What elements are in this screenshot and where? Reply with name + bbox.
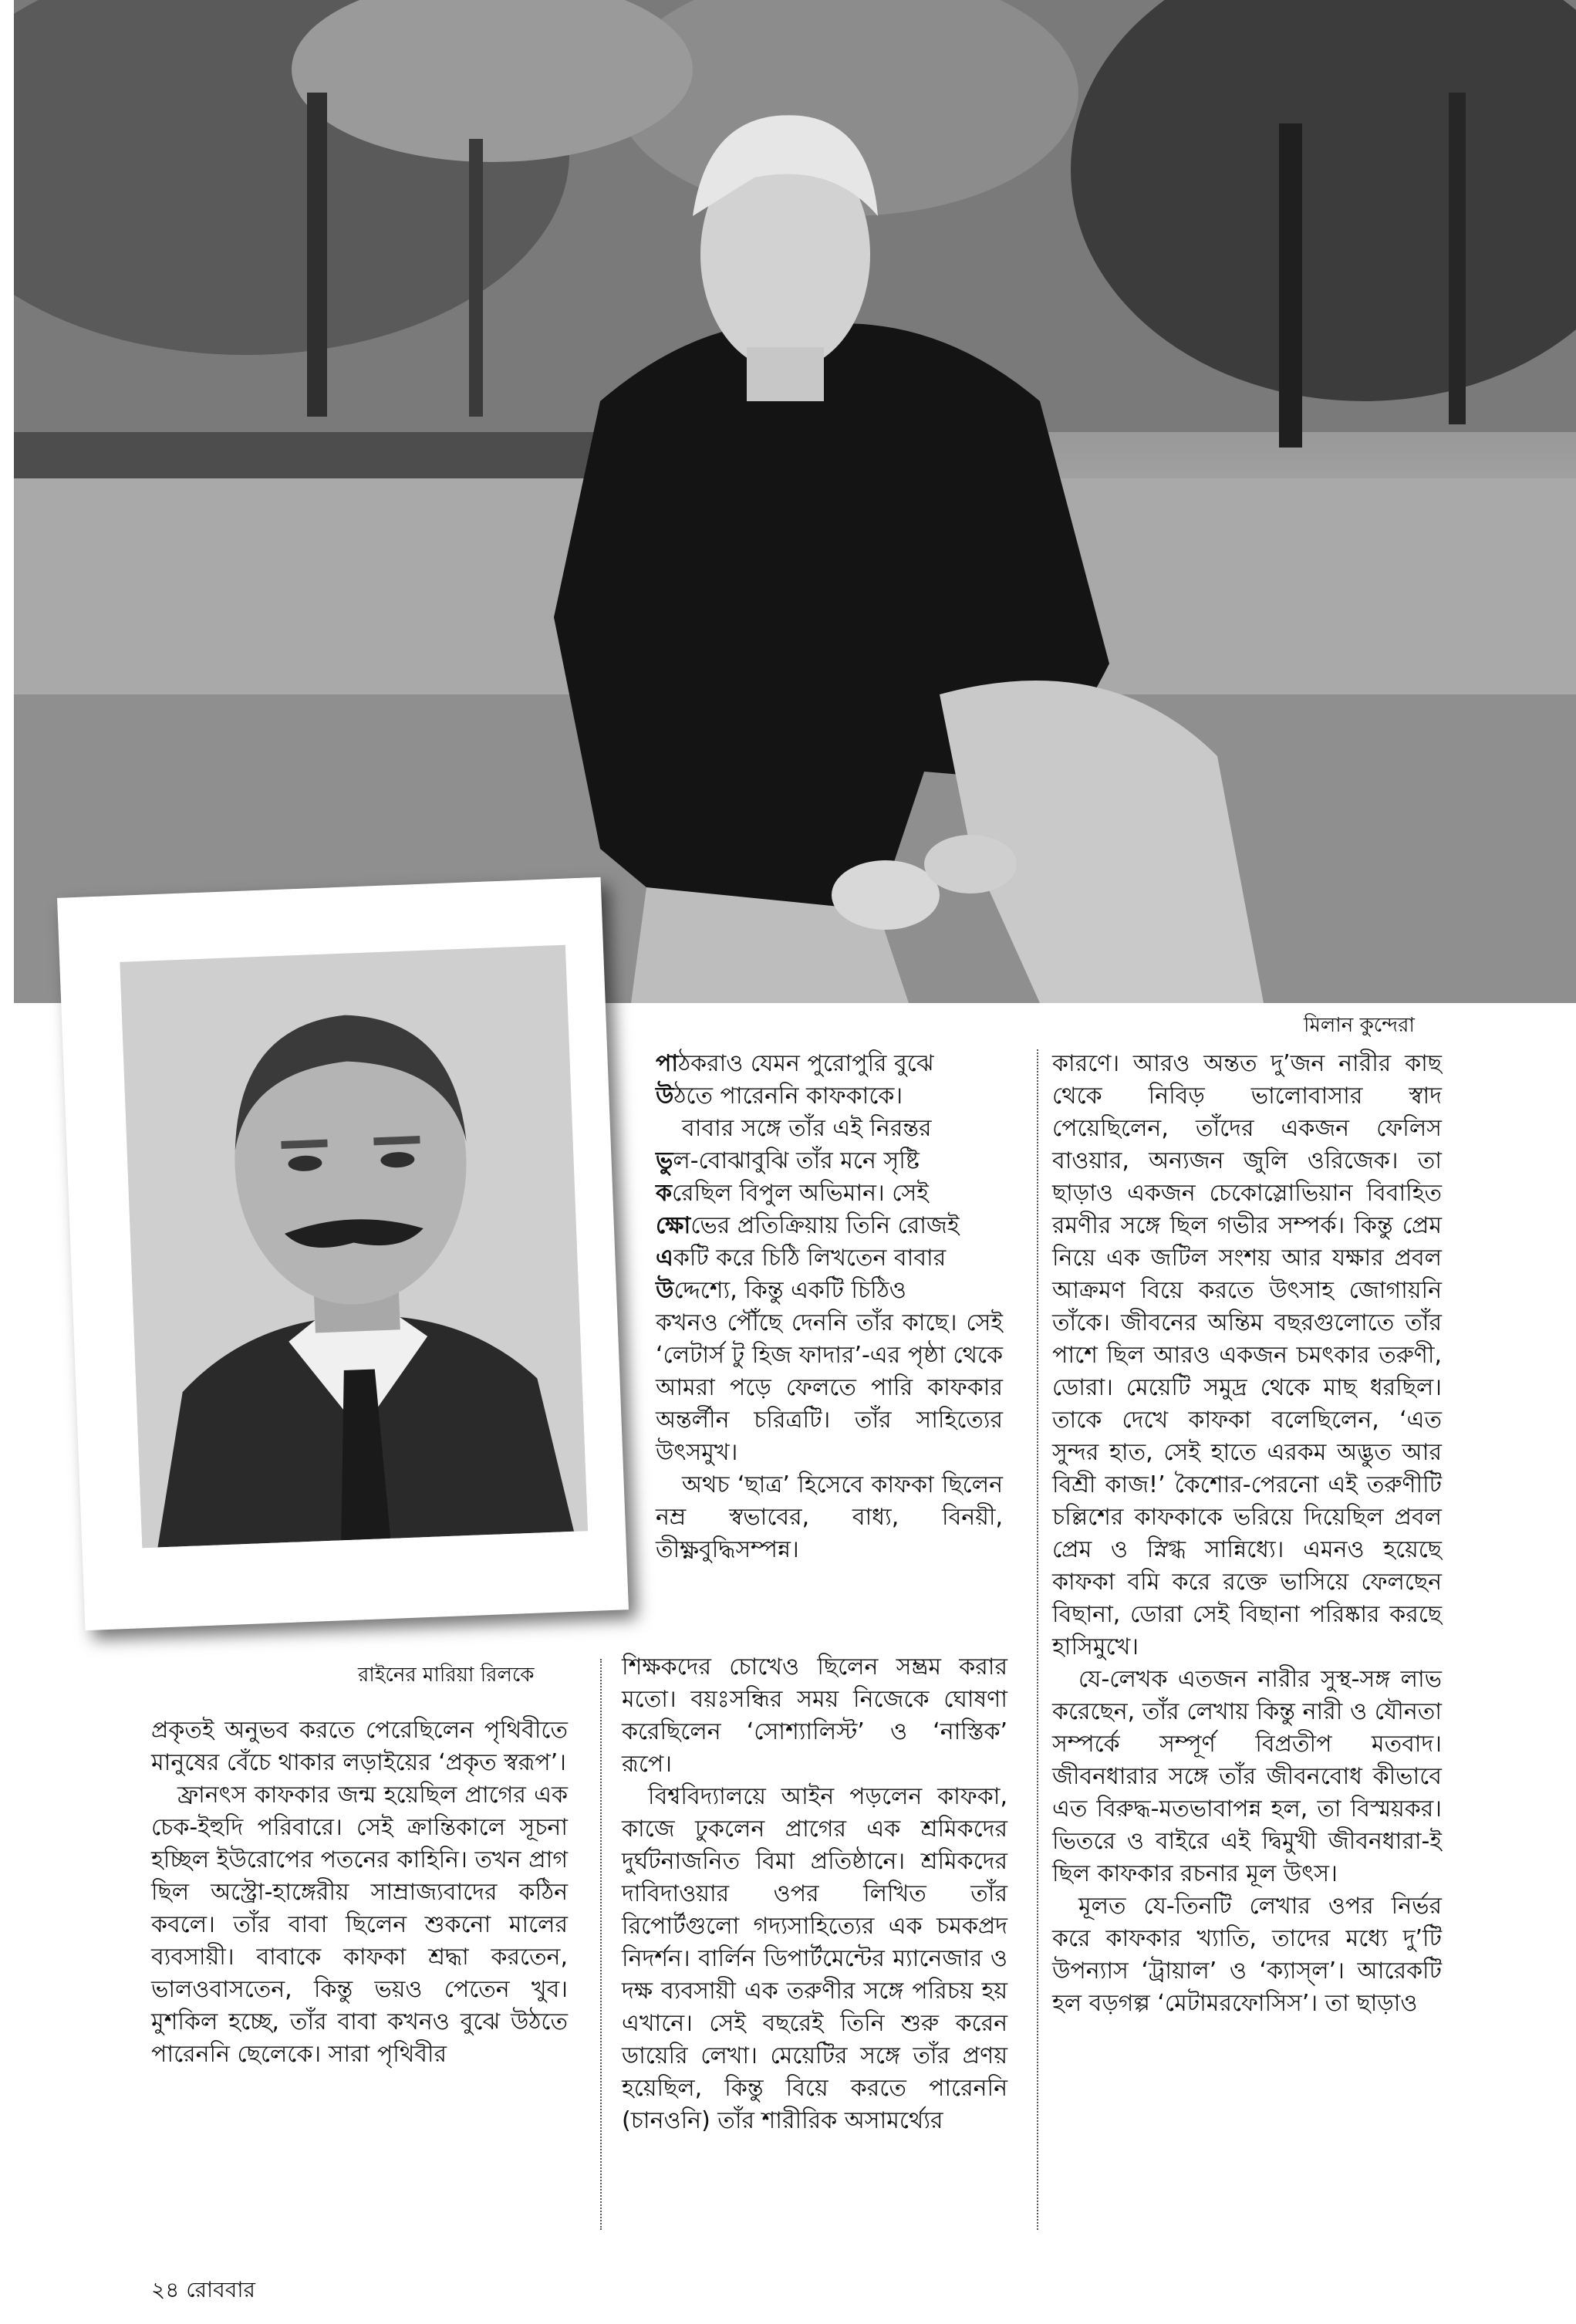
right-paragraph-3: মূলত যে-তিনটি লেখার ওপর নির্ভর করে কাফকার খ্যাতি, তাদের মধ্যে দু’টি উপন্যাস ‘ট্রায়াল’ ও ‘ক্যাস্‌ল’। আরেকটি হল বড়গল্প ‘মেটামরফোসিস’। তা ছাড়াও <box>1052 1893 1442 2017</box>
mid-line-4: ভুল-বোঝাবুঝি তাঁর মনে সৃষ্টি <box>656 1147 920 1174</box>
mid-line-2: উঠতে পারেননি কাফকাকে। <box>656 1083 903 1110</box>
mid-line-1: পাঠকরাও যেমন পুরোপুরি বুঝে <box>656 1050 934 1077</box>
column-right <box>1052 1048 1442 2020</box>
mid-paragraph-2: অথচ ‘ছাত্র’ হিসেবে কাফকা ছিলেন নম্র স্বভাবের, বাধ্য, বিনয়ী, তীক্ষ্ণবুদ্ধিসম্পন্ন। <box>656 1471 1003 1563</box>
left-paragraph-1: প্রকৃতই অনুভব করতে পেরেছিলেন পৃথিবীতে মানুষের বেঁচে থাকার লড়াইয়ের ‘প্রকৃত স্বরূপ’। <box>151 1717 568 1776</box>
hero-photo <box>14 0 1576 1003</box>
mid-line-8: উদ্দেশ্যে, কিন্তু একটি চিঠিও <box>656 1277 906 1304</box>
inset-photo-card <box>57 877 629 1630</box>
right-paragraph-2: যে-লেখক এতজন নারীর সুস্থ-সঙ্গ লাভ করেছেন, তাঁর লেখায় কিন্তু নারী ও যৌনতা সম্পর্কে সম্পূর্ণ বিপ্রতীপ মতবাদ। জীবনধারার সঙ্গে তাঁর জীবনবোধ কীভাবে এত বিরুদ্ধ-মতভাবাপন্ন হল, তা বিস্ময়কর। ভিতরে ও বাইরে এই দ্বিমুখী জীবনধারা-ই ছিল কাফকার রচনার মূল উৎস। <box>1052 1666 1442 1887</box>
mid-line-3: বাবার সঙ্গে তাঁর এই নিরন্তর <box>682 1115 932 1142</box>
mid-line-7: একটি করে চিঠি লিখতেন বাবার <box>656 1245 947 1272</box>
mid-bottom-paragraph-1: শিক্ষকদের চোখেও ছিলেন সম্ভ্রম করার মতো। বয়ঃসন্ধির সময় নিজেকে ঘোষণা করেছিলেন ‘সোশ্যালিস্ট’ ও ‘নাস্তিক’ রূপে। <box>622 1653 1007 1778</box>
mid-paragraph-rest: কখনও পৌঁছে দেননি তাঁর কাছে। সেই ‘লেটার্স টু হিজ ফাদার’-এর পৃষ্ঠা থেকে আমরা পড়ে ফেলতে পারি কাফকার অন্তর্লীন চরিত্রটি। তাঁর সাহিত্যের উৎসমুখ। <box>656 1309 1003 1466</box>
mid-line-5: করেছিল বিপুল অভিমান। সেই <box>656 1180 929 1207</box>
right-paragraph-1: কারণে। আরও অন্তত দু’জন নারীর কাছ থেকে নিবিড় ভালোবাসার স্বাদ পেয়েছিলেন, তাঁদের একজন ফেলিস বাওয়ার, অন্যজন জুলি ওরিজেক। তা ছাড়াও একজন চেকোস্লোভিয়ান বিবাহিত রমণীর সঙ্গে ছিল গভীর সম্পর্ক। কিন্তু প্রেম নিয়ে এক জটিল সংশয় আর যক্ষার প্রবল আক্রমণ বিয়ে করতে উৎসাহ জোগায়নি তাঁকে। জীবনের অন্তিম বছরগুলোতে তাঁর পাশে ছিল আরও একজন চমৎকার তরুণী, ডোরা। মেয়েটি সমুদ্র থেকে মাছ ধরছিল। তাকে দেখে কাফকা বলেছিলেন, ‘এত সুন্দর হাত, সেই হাতে এরকম অদ্ভুত আর বিশ্রী কাজ!’ কৈশোর-পেরনো এই তরুণীটি চল্লিশের কাফকাকে ভরিয়ে দিয়েছিল প্রবল প্রেম ও স্নিগ্ধ সান্নিধ্যে। এমনও হয়েছে কাফকা বমি করে রক্তে ভাসিয়ে ফেলছেন বিছানা, ডোরা সেই বিছানা পরিষ্কার করছে হাসিমুখে। <box>1052 1050 1442 1660</box>
inset-caption: রাইনের মারিয়া রিলকে <box>358 1664 535 1687</box>
portrait-illustration <box>120 945 588 1549</box>
hero-photo-illustration <box>14 0 1576 1003</box>
column-rule-1 <box>600 1659 602 2230</box>
column-middle-top <box>656 1048 1003 1566</box>
inset-portrait-photo <box>120 945 588 1549</box>
column-middle-bottom <box>622 1651 1007 2137</box>
hero-caption: মিলান কুন্দেরা <box>1304 1014 1415 1037</box>
left-paragraph-2: ফ্রানৎস কাফকার জন্ম হয়েছিল প্রাগের এক চেক-ইহুদি পরিবারে। সেই ক্রান্তিকালে সূচনা হচ্ছিল ইউরোপের পতনের কাহিনি। তখন প্রাগ ছিল অস্ট্রো-হাঙ্গেরীয় সাম্রাজ্যবাদের কঠিন কবলে। তাঁর বাবা ছিলেন শুকনো মালের ব্যবসায়ী। বাবাকে কাফকা শ্রদ্ধা করতেন, ভালওবাসতেন, কিন্তু ভয়ও পেতেন খুব। মুশকিল হচ্ছে, তাঁর বাবা কখনও বুঝে উঠতে পারেননি ছেলেকে। সারা পৃথিবীর <box>151 1782 568 2068</box>
mid-bottom-paragraph-2: বিশ্ববিদ্যালয়ে আইন পড়লেন কাফকা, কাজে ঢুকলেন প্রাগের এক শ্রমিকদের দুর্ঘটনাজনিত বিমা প্রতিষ্ঠানে। শ্রমিকদের দাবিদাওয়ার ওপর লিখিত তাঁর রিপোর্টগুলো গদ্যসাহিত্যের এক চমকপ্রদ নিদর্শন। বার্লিন ডিপার্টমেন্টের ম্যানেজার ও দক্ষ ব্যবসায়ী এক তরুণীর সঙ্গে পরিচয় হয় এখানে। সেই বছরেই তিনি শুরু করেন ডায়েরি লেখা। মেয়েটির সঙ্গে তাঁর প্রণয় হয়েছিল, কিন্তু বিয়ে করতে পারেননি (চানওনি) তাঁর শারীরিক অসামর্থ্যের <box>622 1783 1007 2134</box>
column-left <box>151 1714 568 2071</box>
column-rule-2 <box>1037 1049 1038 2230</box>
mid-line-6: ক্ষোভের প্রতিক্রিয়ায় তিনি রোজই <box>656 1212 960 1239</box>
page-folio: ২৪ রোববার <box>151 2277 255 2302</box>
